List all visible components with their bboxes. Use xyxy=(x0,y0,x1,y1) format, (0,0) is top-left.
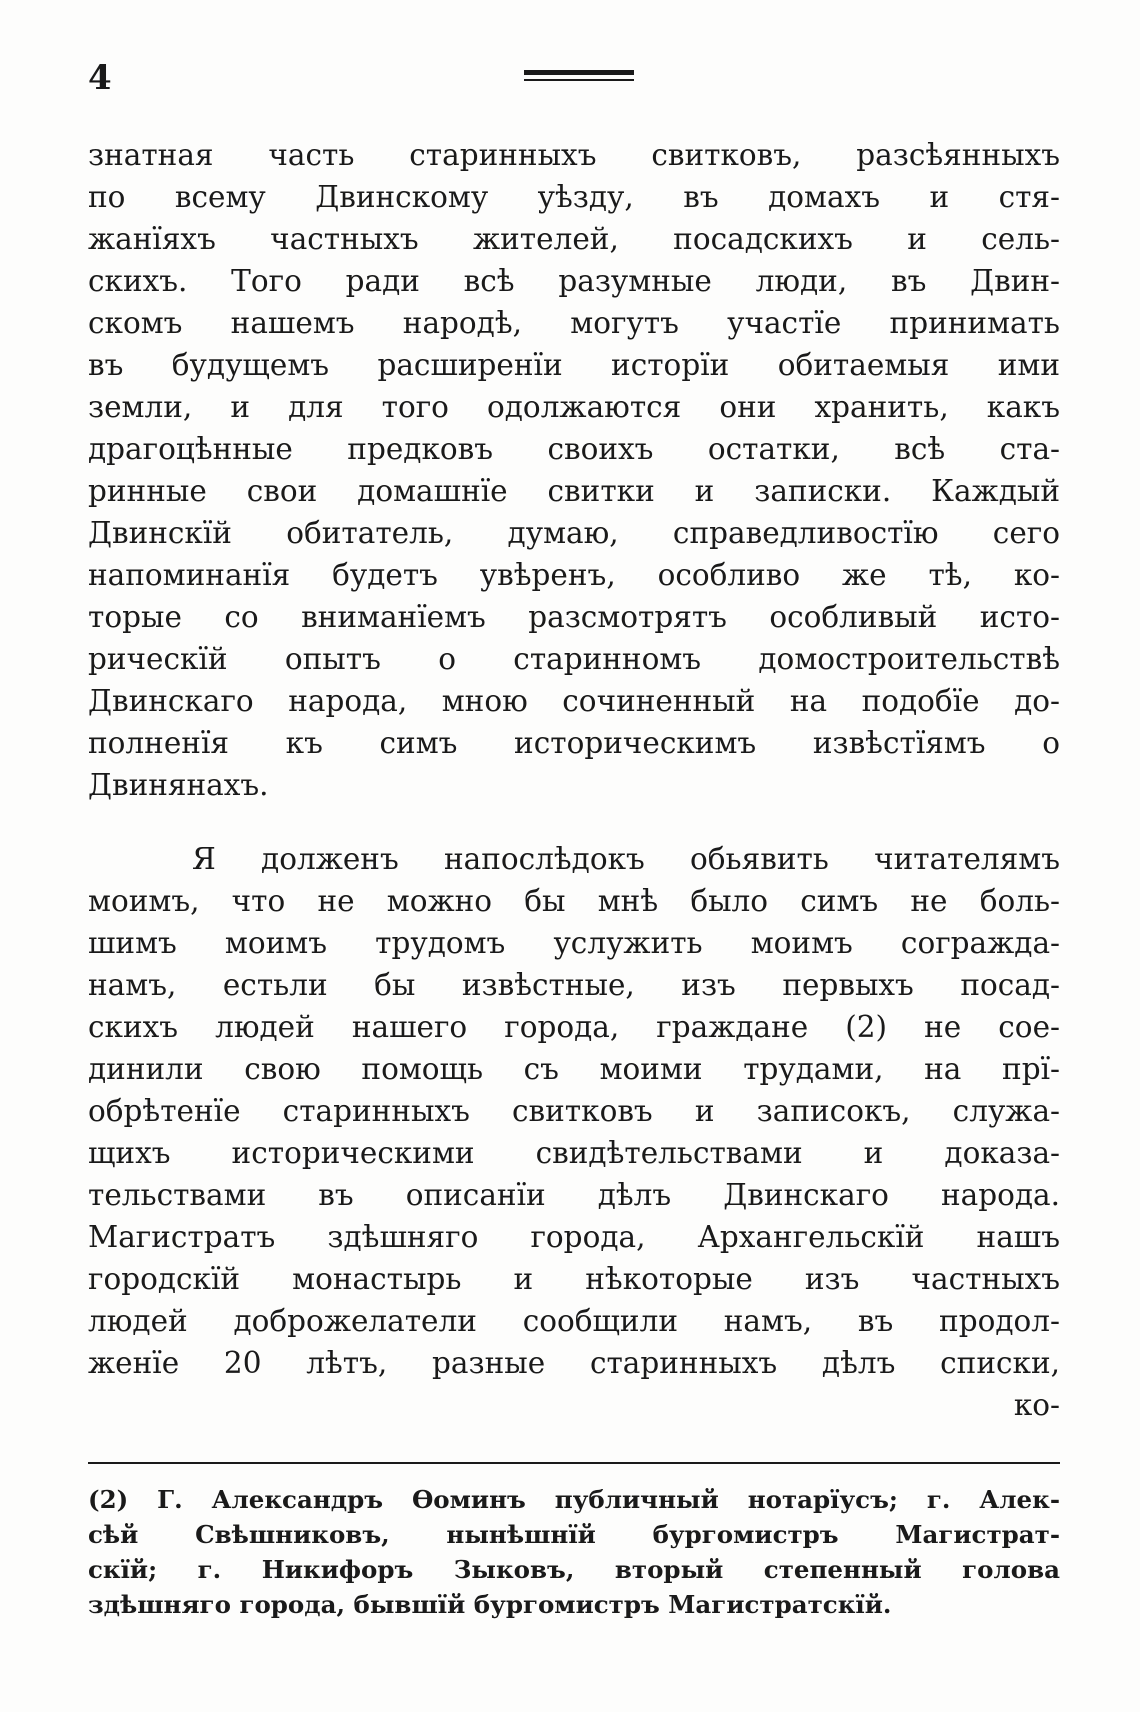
footnote-line: здѣшняго города, бывшїй бургомистръ Магистратскїй. xyxy=(88,1590,892,1619)
text-line: Я долженъ напослѣдокъ обьявить читателямъ xyxy=(192,842,1060,876)
footnote-line: скїй; г. Никифоръ Зыковъ, вторый степенный голова xyxy=(88,1555,1060,1584)
text-line: по всему Двинскому уѣзду, въ домахъ и стя- xyxy=(88,180,1060,214)
text-line: скихъ. Того ради всѣ разумные люди, въ Двин- xyxy=(88,264,1060,298)
text-line: ринные свои домашнїе свитки и записки. Каждый xyxy=(88,474,1060,508)
text-line: людей доброжелатели сообщили намъ, въ продол- xyxy=(88,1304,1060,1338)
text-line: Двинскаго народа, мною сочиненный на подобїе до- xyxy=(88,684,1060,718)
text-line: моимъ, что не можно бы мнѣ было симъ не боль- xyxy=(88,884,1060,918)
footnote-line: сѣй Свѣшниковъ, нынѣшнїй бургомистръ Магистрат- xyxy=(88,1520,1060,1549)
text-line: торые со вниманїемъ разсмотрятъ особливый исто- xyxy=(88,600,1060,634)
text-line: тельствами въ описанїи дѣлъ Двинскаго народа. xyxy=(88,1178,1060,1212)
text-line: динили свою помощь съ моими трудами, на прї- xyxy=(88,1052,1060,1086)
text-line: скихъ людей нашего города, граждане (2) не сое- xyxy=(88,1010,1060,1044)
text-line: обрѣтенїе старинныхъ свитковъ и записокъ, служа- xyxy=(88,1094,1060,1128)
text-line: Двинскїй обитатель, думаю, справедливостїю сего xyxy=(88,516,1060,550)
text-line: земли, и для того одолжаются они хранить, какъ xyxy=(88,390,1060,424)
text-line: Двинянахъ. xyxy=(88,768,269,802)
footnotes xyxy=(88,1482,1060,1622)
text-line: намъ, естьли бы извѣстные, изъ первыхъ посад- xyxy=(88,968,1060,1002)
footnote-line: (2) Г. Александръ Өоминъ публичный нотарїусъ; г. Алек- xyxy=(88,1485,1060,1514)
text-line: напоминанїя будетъ увѣренъ, особливо же тѣ, ко- xyxy=(88,558,1060,592)
text-line: въ будущемъ расширенїи исторїи обитаемыя ими xyxy=(88,348,1060,382)
paragraph-gap xyxy=(88,806,1060,838)
text-line: городскїй монастырь и нѣкоторые изъ частныхъ xyxy=(88,1262,1060,1296)
header-rule-thin xyxy=(524,79,634,81)
text-line: рическїй опытъ о старинномъ домостроительствѣ xyxy=(88,642,1060,676)
text-line: женїе 20 лѣтъ, разные старинныхъ дѣлъ списки, xyxy=(88,1346,1060,1380)
main-text xyxy=(88,134,1060,1426)
text-line: полненїя къ симъ историческимъ извѣстїямъ о xyxy=(88,726,1060,760)
text-line: скомъ нашемъ народѣ, могутъ участїе принимать xyxy=(88,306,1060,340)
header-rule xyxy=(524,70,634,75)
footnote-rule xyxy=(88,1462,1060,1464)
text-line: щихъ историческими свидѣтельствами и доказа- xyxy=(88,1136,1060,1170)
text-line: жанїяхъ частныхъ жителей, посадскихъ и сель- xyxy=(88,222,1060,256)
text-line: знатная часть старинныхъ свитковъ, разсѣянныхъ xyxy=(88,138,1060,172)
text-line: Магистратъ здѣшняго города, Архангельскїй нашъ xyxy=(88,1220,1060,1254)
text-line: драгоцѣнные предковъ своихъ остатки, всѣ ста- xyxy=(88,432,1060,466)
page-number: 4 xyxy=(88,58,112,98)
text-line: шимъ моимъ трудомъ услужить моимъ сограждa- xyxy=(88,926,1060,960)
catchword: ко- xyxy=(1013,1388,1060,1422)
